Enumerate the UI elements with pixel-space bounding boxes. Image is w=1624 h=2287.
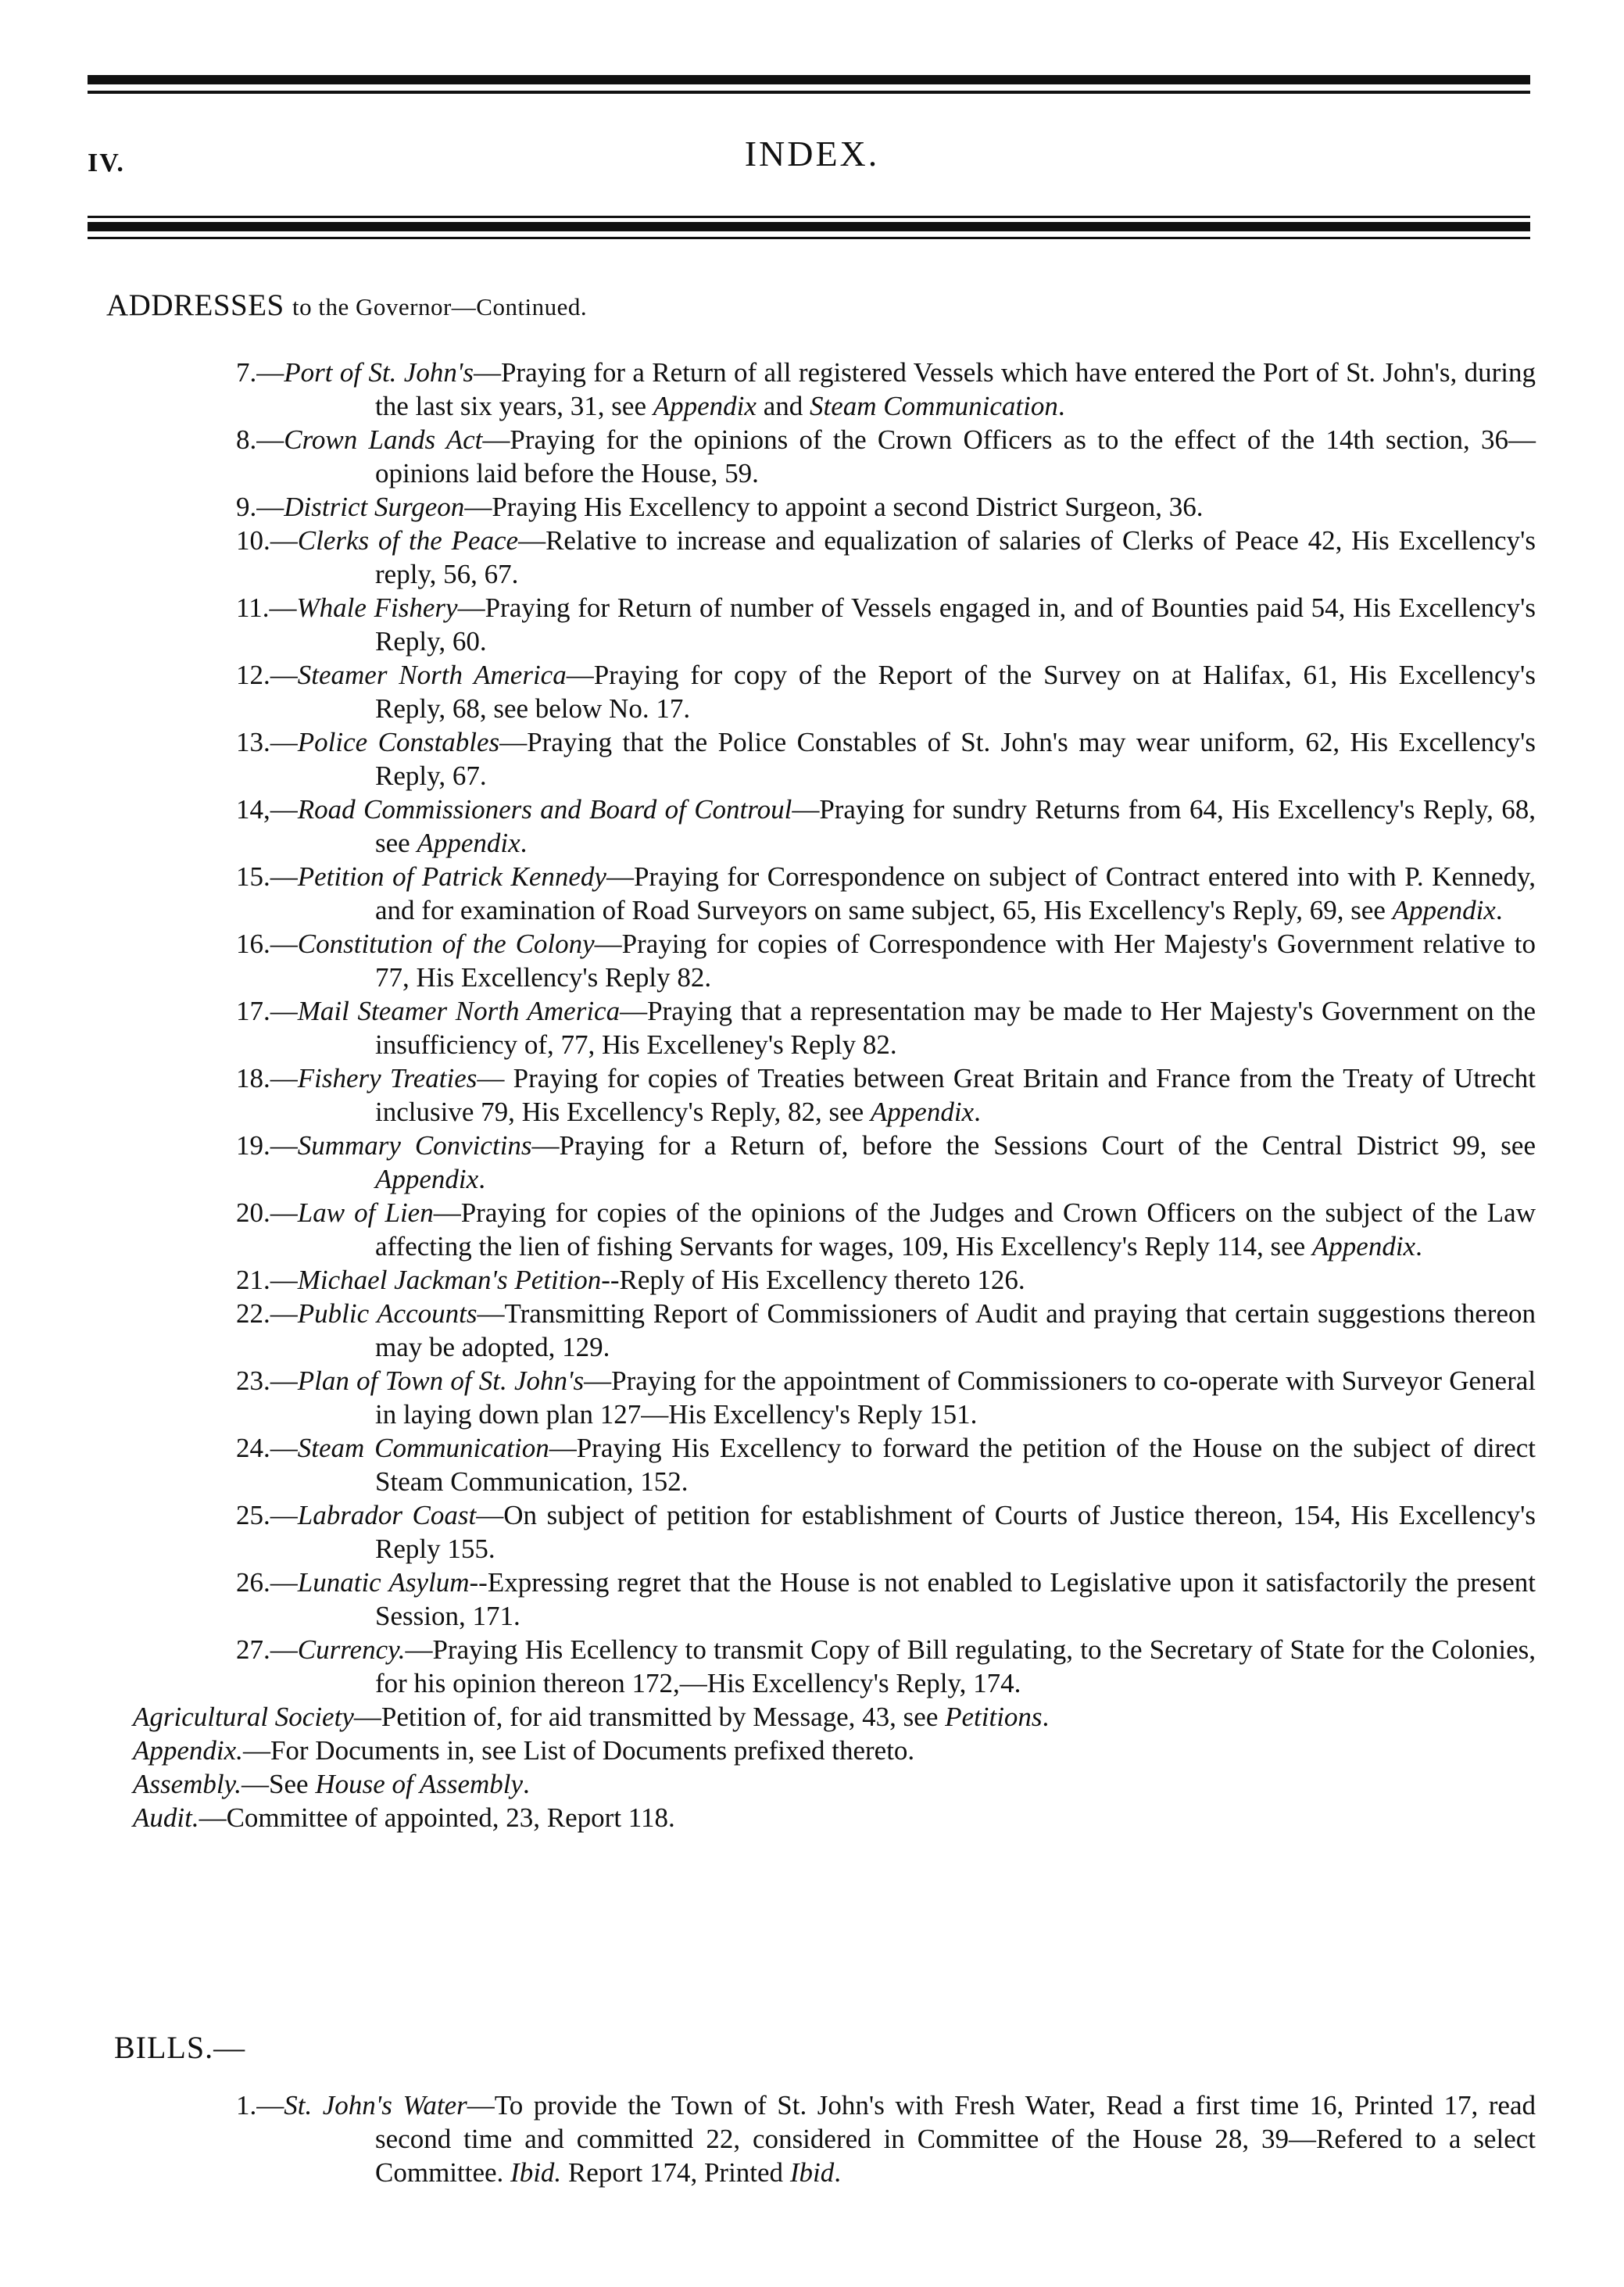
entry-title: Mail Steamer North America [297,996,621,1026]
entry-text: Report 174, Printed [561,2157,790,2188]
index-entry [0,927,1536,994]
entry-title: St. John's Water [284,2090,467,2121]
index-entry [0,524,1536,591]
entry-number: 25.— [236,1500,298,1530]
entry-number: 11.— [236,592,297,623]
entry-reference: Appendix [653,391,757,421]
entry-title: Assembly. [133,1769,242,1799]
entry-title: Public Accounts [297,1298,478,1329]
entry-title: Road Commissioners and Board of Controul [297,794,792,825]
section-heading-main: ADDRESSES [106,288,284,322]
entry-title: Summary Convictins [297,1130,532,1161]
entry-title: Petition of Patrick Kennedy [297,861,606,892]
entry-number: 16.— [236,929,298,959]
entry-title: Appendix. [133,1735,243,1766]
page-title: INDEX. [744,134,880,174]
entry-text: —Praying for copy of the Report of the Survey on at Halifax, 61, His Excellency's Reply, 68, see below No. 17. [375,660,1536,724]
bill-entry-list [0,2088,1536,2189]
index-entry [0,658,1536,725]
index-entry [0,1801,1532,1834]
page-number: IV. [88,149,125,177]
entry-title: Constitution of the Colony [297,929,595,959]
entry-number: 21.— [236,1265,298,1295]
entry-title: Lunatic Asylum [297,1567,470,1598]
entry-title: District Surgeon [284,492,465,522]
index-entry [0,2088,1536,2189]
entry-text: --Expressing regret that the House is not enabled to Legislative upon it satisfactorily the present Session, 171. [375,1567,1536,1631]
entry-title: Steam Communication [297,1433,549,1463]
index-entry [0,1566,1536,1633]
entry-number: 8.— [236,424,284,455]
entry-text: —Praying His Excellency to forward the petition of the House on the subject of direct Steam Communication, 152. [375,1433,1536,1497]
entry-text: —Praying for copies of the opinions of the Judges and Crown Officers on the subject of the Law affecting the lien of fishing Servants for wages, 109, His Excellency's Reply 114, see [375,1197,1536,1262]
index-entry [0,994,1536,1061]
entry-number: 27.— [236,1634,298,1665]
entry-title: Clerks of the Peace [297,525,519,556]
section-heading-addresses [106,288,587,323]
entry-title: Police Constables [297,727,500,757]
entry-text: —Praying His Ecellency to transmit Copy of Bill regulating, to the Secretary of State for the Colonies, for his opinion thereon 172,—His Excellency's Reply, 174. [375,1634,1536,1698]
entry-text: —Petition of, for aid transmitted by Message, 43, see [353,1702,946,1732]
entry-reference: Petitions [945,1702,1043,1732]
entry-title: Plan of Town of St. John's [297,1365,585,1396]
top-rule-thin [88,91,1530,94]
entry-reference: Appendix [1311,1231,1416,1262]
entry-reference: Appendix [1392,895,1496,925]
index-entry [0,1364,1536,1431]
entry-text: and [756,391,810,421]
index-entry [0,793,1536,860]
entry-text: —Praying for a Return of, before the Sessions Court of the Central District 99, see [531,1130,1536,1161]
entry-title: Labrador Coast [297,1500,477,1530]
entry-number: 9.— [236,492,284,522]
index-entry [0,1263,1536,1297]
entry-reference: Appendix [417,828,520,858]
entry-end: . [1495,895,1503,925]
entry-number: 20.— [236,1197,298,1228]
index-entry [0,1061,1536,1129]
entry-number: 17.— [236,996,298,1026]
entry-number: 22.— [236,1298,298,1329]
index-entry [0,356,1536,423]
entry-end: . [1415,1231,1422,1262]
index-entry [0,1431,1536,1498]
entry-end: . [520,828,528,858]
header-rule-thick [88,222,1530,231]
entry-text: —Praying for the appointment of Commissioners to co-operate with Surveyor General in laying down plan 127—His Excellency's Reply 151. [375,1365,1536,1430]
entry-text: —Committee of appointed, 23, Report 118. [199,1802,675,1833]
entry-reference: Ibid [789,2157,835,2188]
entry-title: Crown Lands Act [284,424,483,455]
entry-end: . [478,1164,485,1194]
index-entry [0,1633,1536,1700]
entry-title: Law of Lien [297,1197,434,1228]
index-entry [0,490,1536,524]
section-heading-bills: BILLS.— [114,2030,246,2065]
entry-number: 18.— [236,1063,298,1093]
entry-text: —Praying for a Return of all registered Vessels which have entered the Port of St. John's, during the last six years, 31, see [375,357,1536,421]
entry-text: —Praying for sundry Returns from 64, His Excellency's Reply, 68, see [375,794,1536,858]
entry-text: —Praying for copies of Correspondence with Her Majesty's Government relative to 77, His Excellency's Reply 82. [375,929,1536,993]
entry-end: . [834,2157,841,2188]
entry-text: —Transmitting Report of Commissioners of Audit and praying that certain suggestions thereon may be adopted, 129. [375,1298,1536,1362]
index-entry [0,1196,1536,1263]
top-rule-thick [88,75,1530,84]
entry-text: —Praying for the opinions of the Crown Officers as to the effect of the 14th section, 36—opinions laid before the House, 59. [375,424,1536,489]
index-entry [0,423,1536,490]
entry-reference: Appendix [375,1164,479,1194]
address-entry-list [0,356,1624,1834]
entry-title: Whale Fishery [296,592,458,623]
entry-number: 24.— [236,1433,298,1463]
entry-reference: Steam Communication [809,391,1058,421]
entry-number: 15.— [236,861,298,892]
entry-title: Michael Jackman's Petition [297,1265,602,1295]
entry-text: —Relative to increase and equalization of salaries of Clerks of Peace 42, His Excellency's reply, 56, 67. [375,525,1536,589]
entry-title: Agricultural Society [133,1702,354,1732]
entry-text: —Praying that the Police Constables of St. John's may wear uniform, 62, His Excellency's Reply, 67. [375,727,1536,791]
entry-title: Currency. [297,1634,406,1665]
index-entry [0,1129,1536,1196]
entry-text: —Praying that a representation may be made to Her Majesty's Government on the insufficiency of, 77, His Excelleney's Reply 82. [375,996,1536,1060]
entry-text: —Praying His Excellency to appoint a second District Surgeon, 36. [464,492,1204,522]
entry-title: Steamer North America [297,660,567,690]
index-entry [0,1297,1536,1364]
index-entry [0,1700,1532,1734]
entry-number: 14,— [236,794,298,825]
entry-text: —For Documents in, see List of Documents prefixed thereto. [242,1735,915,1766]
header-rule-thin-bottom [88,237,1530,239]
entry-text: —Praying for Correspondence on subject of Contract entered into with P. Kennedy, and for examination of Road Surveyors on same subject, 65, His Excellency's Reply, 69, see [375,861,1536,925]
entry-reference: House of Assembly [315,1769,524,1799]
entry-end: . [1042,1702,1050,1732]
entry-number: 12.— [236,660,298,690]
entry-text: --Reply of His Excellency thereto 126. [601,1265,1025,1295]
entry-end: . [1057,391,1065,421]
entry-number: 26.— [236,1567,298,1598]
entry-text: —See [241,1769,316,1799]
entry-title: Audit. [133,1802,199,1833]
entry-text: —To provide the Town of St. John's with Fresh Water, Read a first time 16, Printed 17, read second time and committed 22, considered in Committee of the House 28, 39—Refered to a select Committee. [375,2090,1536,2188]
index-entry [0,1498,1536,1566]
entry-number: 1.— [236,2090,284,2121]
entry-text: — Praying for copies of Treaties between Great Britain and France from the Treaty of Utrecht inclusive 79, His Excellency's Reply, 82, see [375,1063,1536,1127]
entry-number: 13.— [236,727,298,757]
entry-reference: Ibid. [510,2157,562,2188]
index-entry [0,860,1536,927]
index-entry [0,725,1536,793]
entry-end: . [523,1769,530,1799]
index-entry [0,1734,1532,1767]
entry-text: —On subject of petition for establishment of Courts of Justice thereon, 154, His Excellency's Reply 155. [375,1500,1536,1564]
entry-number: 7.— [236,357,284,388]
entry-number: 10.— [236,525,298,556]
entry-reference: Appendix [870,1097,975,1127]
entry-number: 23.— [236,1365,298,1396]
entry-title: Fishery Treaties [297,1063,478,1093]
section-heading-rest: to the Governor—Continued. [292,293,588,320]
header-rule-thin-top [88,216,1530,218]
entry-number: 19.— [236,1130,298,1161]
entry-end: . [974,1097,981,1127]
index-entry [0,591,1536,658]
index-entry [0,1767,1532,1801]
entry-text: —Praying for Return of number of Vessels engaged in, and of Bounties paid 54, His Excellency's Reply, 60. [375,592,1536,657]
entry-title: Port of St. John's [284,357,474,388]
